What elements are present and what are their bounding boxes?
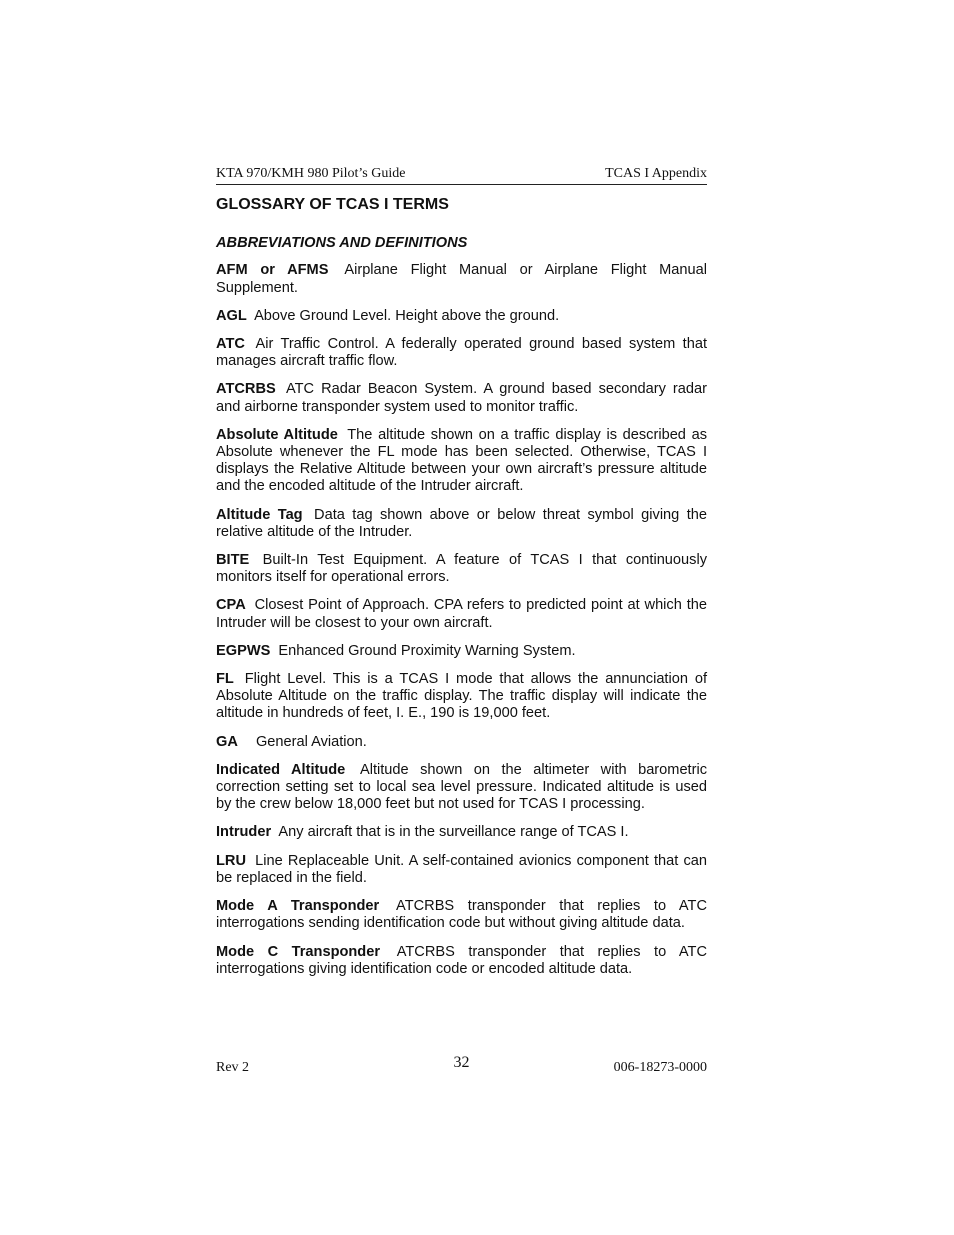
glossary-term: FL (216, 671, 234, 688)
glossary-entry (216, 336, 707, 370)
section-subtitle: ABBREVIATIONS AND DEFINITIONS (216, 235, 468, 252)
glossary-term: Absolute Altitude (216, 426, 338, 443)
glossary-term: EGPWS (216, 642, 271, 659)
glossary-entry (216, 824, 707, 841)
glossary-definition: Altitude shown on the altimeter with barometric correction setting set to local sea level pressure. Indicated altitude is used by the crew below 18,000 feet but not used for TCAS I processing. (216, 761, 708, 813)
glossary-entry (216, 597, 707, 631)
glossary-entry (216, 853, 707, 887)
glossary-term: AGL (216, 307, 247, 324)
glossary-entry (216, 762, 707, 814)
glossary-content (216, 196, 707, 989)
glossary-term: AFM or AFMS (216, 262, 329, 279)
revision-label: Rev 2 (216, 1060, 250, 1075)
page-title: GLOSSARY OF TCAS I TERMS (216, 196, 449, 213)
glossary-entry (216, 734, 707, 751)
glossary-term: ATCRBS (216, 381, 276, 398)
glossary-entry (216, 262, 707, 296)
glossary-definition: Air Traffic Control. A federally operated ground based system that manages aircraft traffic flow. (216, 336, 707, 370)
glossary-definition: The altitude shown on a traffic display is described as Absolute whenever the FL mode has been selected. Otherwise, TCAS I displays the Relative Altitude between your own aircraft’s pressure altitude and the encoded altitude of the Intruder aircraft. (216, 426, 707, 495)
glossary-definition: Any aircraft that is in the surveillance range of TCAS I. (278, 824, 629, 841)
glossary-entry (216, 944, 707, 978)
glossary-definition: ATCRBS transponder that replies to ATC interrogations giving identification code or encoded altitude data. (216, 943, 708, 977)
glossary-definition: Above Ground Level. Height above the ground. (254, 307, 560, 324)
glossary-entry (216, 671, 707, 723)
glossary-entry (216, 552, 707, 586)
glossary-definition: Closest Point of Approach. CPA refers to predicted point at which the Intruder will be closest to your own aircraft. (216, 597, 707, 631)
glossary-term: Mode A Transponder (216, 898, 380, 915)
glossary-definition: ATCRBS transponder that replies to ATC interrogations sending identification code but without giving altitude data. (216, 898, 707, 932)
glossary-term: BITE (216, 552, 250, 569)
glossary-term: Intruder (216, 824, 272, 841)
glossary-definition: Built-In Test Equipment. A feature of TCAS I that continuously monitors itself for operational errors. (216, 552, 707, 586)
glossary-entry (216, 507, 707, 541)
page-number: 32 (453, 1054, 470, 1071)
glossary-term: LRU (216, 852, 246, 869)
glossary-definition: Enhanced Ground Proximity Warning System. (278, 642, 576, 659)
glossary-definition: Airplane Flight Manual or Airplane Flight Manual Supplement. (216, 262, 708, 296)
glossary-definition: ATC Radar Beacon System. A ground based secondary radar and airborne transponder system used to monitor traffic. (216, 381, 707, 415)
glossary-entry (216, 898, 707, 932)
header-guide-title: KTA 970/KMH 980 Pilot’s Guide (216, 166, 406, 181)
glossary-term: GA (216, 733, 238, 750)
glossary-term: Altitude Tag (216, 506, 303, 523)
glossary-entry (216, 308, 707, 325)
document-number: 006-18273-0000 (613, 1060, 707, 1075)
running-header (216, 166, 707, 185)
glossary-definition: Data tag shown above or below threat symbol giving the relative altitude of the Intruder. (216, 506, 708, 540)
glossary-term: Mode C Transponder (216, 943, 381, 960)
header-section-title: TCAS I Appendix (605, 166, 707, 181)
glossary-entry (216, 427, 707, 496)
glossary-definition: General Aviation. (255, 733, 367, 750)
glossary-definition: Line Replaceable Unit. A self-contained avionics component that can be replaced in the field. (216, 852, 707, 886)
glossary-definition: Flight Level. This is a TCAS I mode that allows the annunciation of Absolute Altitude on the traffic display. The traffic display will indicate the altitude in hundreds of feet, I. E., 190 is 19,000 feet. (216, 671, 707, 722)
glossary-term: ATC (216, 336, 245, 353)
glossary-term: CPA (216, 597, 246, 614)
glossary-entry (216, 381, 707, 415)
glossary-term: Indicated Altitude (216, 761, 346, 778)
glossary-entry (216, 643, 707, 660)
